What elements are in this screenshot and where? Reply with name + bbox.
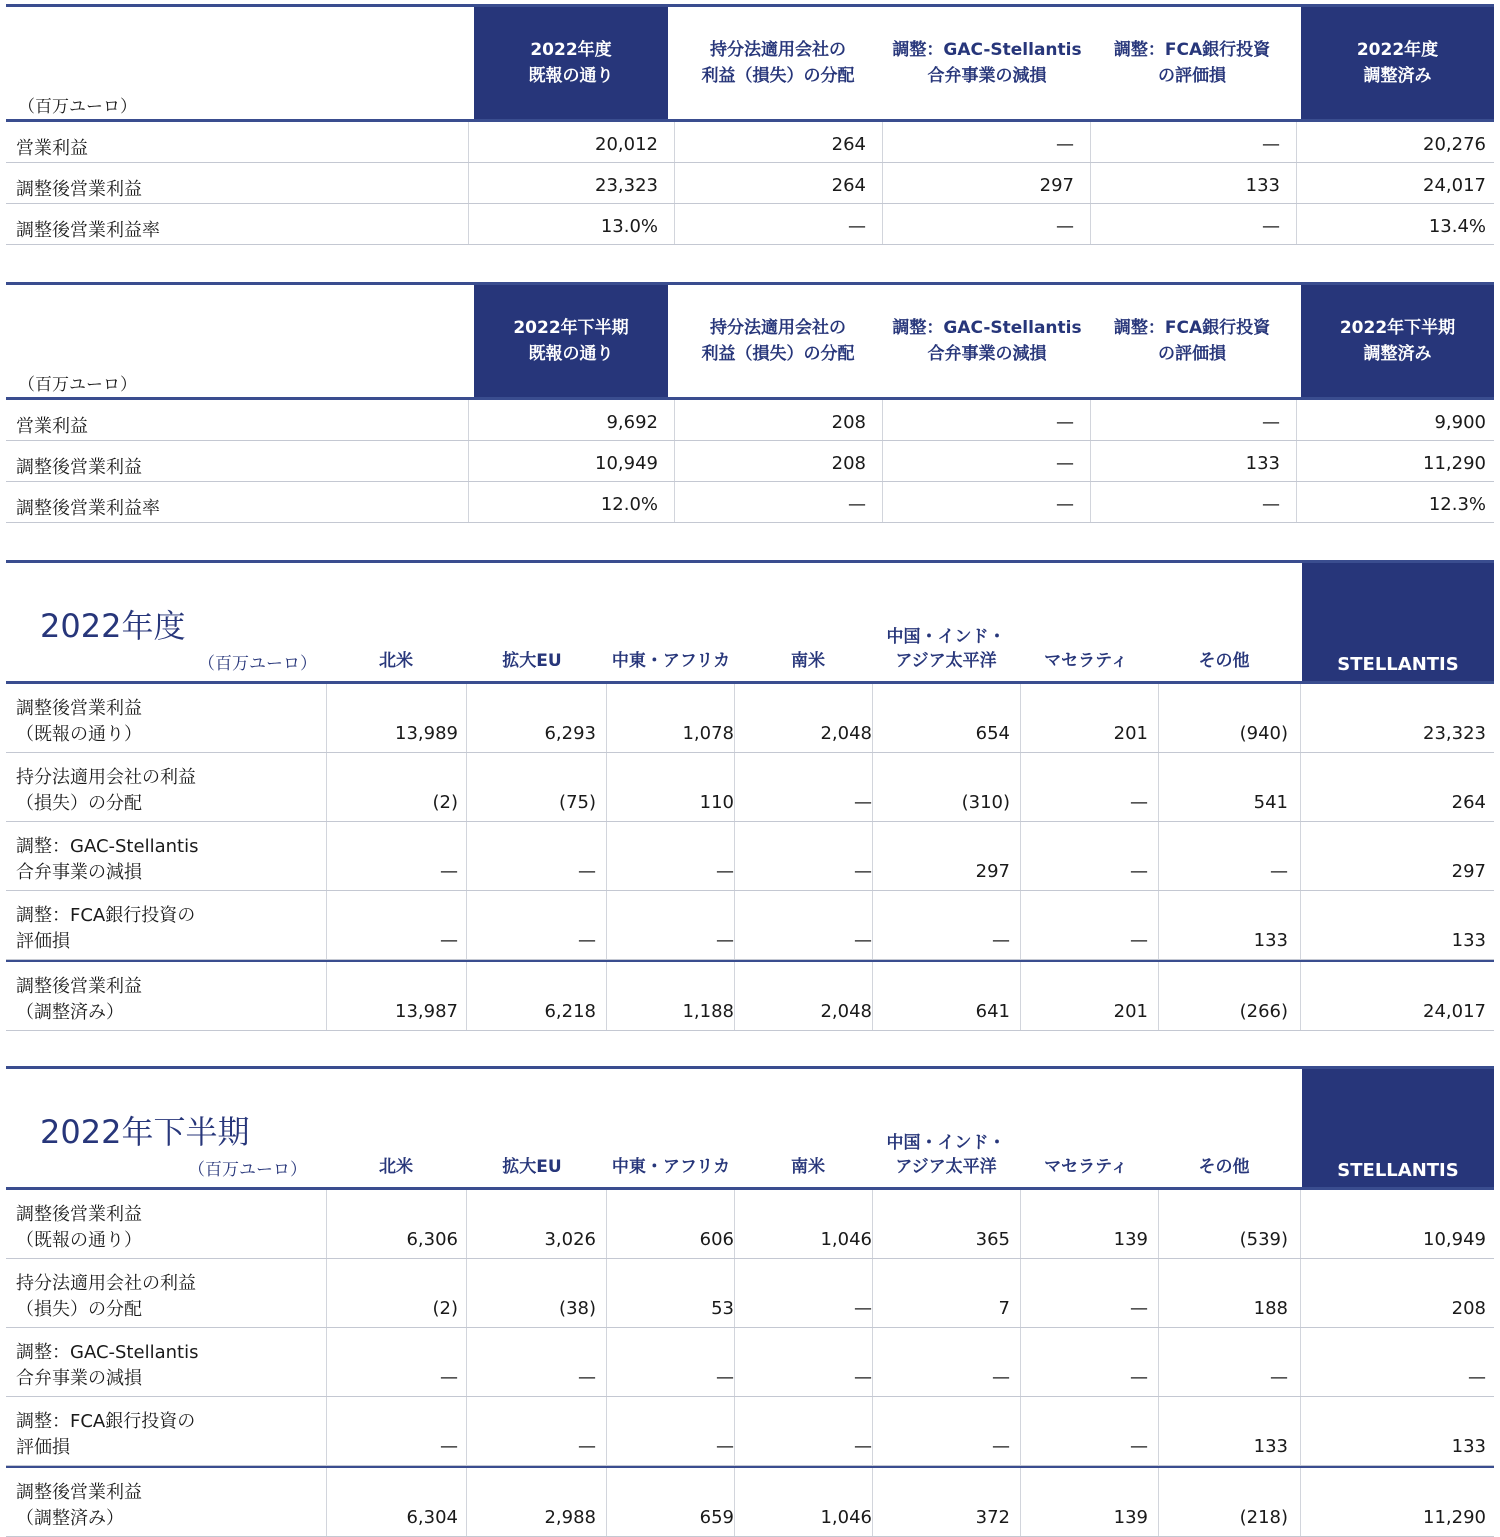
cell-value: 1,078: [682, 723, 734, 744]
column-header: マセラティ: [1044, 651, 1128, 671]
column-header: 拡大EU: [502, 651, 562, 671]
row-label: 調整後営業利益率: [16, 220, 160, 241]
cell-value: —: [848, 494, 866, 515]
column-divider: [674, 400, 675, 440]
table-row: [6, 204, 1494, 245]
column-divider: [326, 1190, 327, 1258]
column-divider: [1300, 1397, 1301, 1465]
column-divider: [1090, 204, 1091, 244]
row-label: 調整後営業利益 （既報の通り）: [16, 1204, 142, 1251]
cell-value: (310): [961, 792, 1010, 813]
recon-table-header: [6, 285, 1494, 400]
row-label: 営業利益: [16, 416, 88, 437]
table-row: [6, 684, 1494, 753]
cell-value: —: [1056, 412, 1074, 433]
column-divider: [466, 1468, 467, 1536]
cell-value: 133: [1451, 930, 1486, 951]
column-divider: [1020, 684, 1021, 752]
cell-value: 1,188: [682, 1001, 734, 1022]
column-divider: [1158, 684, 1159, 752]
segment-table-header: [6, 563, 1494, 684]
column-divider: [734, 822, 735, 890]
column-divider: [1158, 1190, 1159, 1258]
column-divider: [1020, 1328, 1021, 1396]
column-header: 2022年下半期 調整済み: [1301, 285, 1494, 397]
cell-value: 3,026: [544, 1229, 596, 1250]
cell-value: 24,017: [1423, 1001, 1486, 1022]
column-header: 南米: [791, 1157, 825, 1177]
table-row: [6, 482, 1494, 523]
table-row: [6, 891, 1494, 960]
row-label: 営業利益: [16, 138, 88, 159]
cell-value: 264: [831, 134, 866, 155]
column-divider: [882, 204, 883, 244]
column-divider: [466, 753, 467, 821]
column-divider: [1090, 482, 1091, 522]
column-header: 北米: [379, 1157, 413, 1177]
cell-value: 208: [831, 412, 866, 433]
cell-value: —: [992, 1367, 1010, 1388]
cell-value: —: [716, 930, 734, 951]
cell-value: 201: [1113, 1001, 1148, 1022]
cell-value: 133: [1451, 1436, 1486, 1457]
column-header: 調整：FCA銀行投資 の評価損: [1113, 318, 1271, 364]
column-divider: [468, 163, 469, 203]
cell-value: 208: [1451, 1298, 1486, 1319]
column-divider: [606, 962, 607, 1030]
table-row: [6, 822, 1494, 891]
column-divider: [466, 1397, 467, 1465]
recon-table-annual: [6, 4, 1494, 245]
cell-value: 11,290: [1423, 1507, 1486, 1528]
recon-table-h2: [6, 282, 1494, 523]
segment-table-h2: [6, 1066, 1494, 1537]
row-label: 調整：FCA銀行投資の 評価損: [16, 905, 196, 952]
cell-value: 372: [975, 1507, 1010, 1528]
column-divider: [1090, 122, 1091, 162]
column-divider: [872, 1468, 873, 1536]
column-divider: [872, 1328, 873, 1396]
column-divider: [1296, 163, 1297, 203]
cell-value: 2,048: [820, 723, 872, 744]
cell-value: —: [578, 930, 596, 951]
cell-value: 133: [1253, 1436, 1288, 1457]
cell-value: —: [1468, 1367, 1486, 1388]
column-divider: [606, 684, 607, 752]
cell-value: 20,012: [595, 134, 658, 155]
table-row: [6, 960, 1494, 1031]
column-divider: [882, 400, 883, 440]
cell-value: —: [716, 1367, 734, 1388]
column-divider: [1020, 1468, 1021, 1536]
cell-value: —: [1262, 134, 1280, 155]
cell-value: 7: [998, 1298, 1010, 1319]
column-header: 2022年下半期 既報の通り: [474, 285, 668, 397]
column-divider: [1296, 204, 1297, 244]
table-row: [6, 1190, 1494, 1259]
table-row: [6, 400, 1494, 441]
cell-value: 297: [1039, 175, 1074, 196]
column-divider: [674, 122, 675, 162]
column-divider: [1158, 1397, 1159, 1465]
column-header: 拡大EU: [502, 1157, 562, 1177]
column-divider: [734, 1190, 735, 1258]
column-divider: [326, 1259, 327, 1327]
table-row: [6, 1259, 1494, 1328]
column-divider: [872, 1259, 873, 1327]
column-divider: [674, 163, 675, 203]
column-divider: [734, 1468, 735, 1536]
column-header: 2022年度 調整済み: [1301, 7, 1494, 119]
column-header-total: STELLANTIS: [1302, 563, 1494, 681]
column-divider: [872, 891, 873, 959]
cell-value: 6,304: [406, 1507, 458, 1528]
column-divider: [1020, 1397, 1021, 1465]
cell-value: —: [1130, 861, 1148, 882]
cell-value: —: [854, 1367, 872, 1388]
column-header: 調整：FCA銀行投資 の評価損: [1113, 40, 1271, 86]
column-divider: [674, 204, 675, 244]
column-header: マセラティ: [1044, 1157, 1128, 1177]
column-divider: [872, 962, 873, 1030]
column-divider: [606, 1259, 607, 1327]
column-divider: [674, 441, 675, 481]
column-divider: [882, 441, 883, 481]
column-divider: [1020, 962, 1021, 1030]
column-divider: [1300, 684, 1301, 752]
column-divider: [468, 441, 469, 481]
column-header-total: STELLANTIS: [1302, 1069, 1494, 1187]
column-header: その他: [1198, 651, 1250, 671]
cell-value: 13,987: [395, 1001, 458, 1022]
column-divider: [734, 891, 735, 959]
table-title: 2022年下半期: [40, 1113, 250, 1151]
column-divider: [468, 482, 469, 522]
cell-value: 10,949: [1423, 1229, 1486, 1250]
row-label: 調整後営業利益: [16, 457, 142, 478]
cell-value: 541: [1253, 792, 1288, 813]
row-label: 調整後営業利益 （既報の通り）: [16, 698, 142, 745]
column-divider: [1158, 822, 1159, 890]
column-divider: [1020, 1259, 1021, 1327]
column-divider: [1158, 962, 1159, 1030]
cell-value: (940): [1239, 723, 1288, 744]
row-label: 調整後営業利益率: [16, 498, 160, 519]
cell-value: 297: [1451, 861, 1486, 882]
column-divider: [606, 1328, 607, 1396]
column-divider: [468, 204, 469, 244]
cell-value: 11,290: [1423, 453, 1486, 474]
column-divider: [872, 753, 873, 821]
cell-value: 13.4%: [1428, 216, 1486, 237]
segment-table-header: [6, 1069, 1494, 1190]
cell-value: (2): [432, 1298, 458, 1319]
column-header: 中東・アフリカ: [611, 1157, 731, 1177]
cell-value: 139: [1113, 1229, 1148, 1250]
cell-value: 23,323: [1423, 723, 1486, 744]
column-divider: [606, 891, 607, 959]
cell-value: —: [1262, 216, 1280, 237]
column-header: 調整：GAC-Stellantis 合弁事業の減損: [892, 318, 1082, 364]
cell-value: 659: [699, 1507, 734, 1528]
row-label: 持分法適用会社の利益 （損失）の分配: [16, 767, 196, 814]
column-divider: [326, 753, 327, 821]
column-divider: [606, 1468, 607, 1536]
column-divider: [1158, 1259, 1159, 1327]
column-divider: [1300, 753, 1301, 821]
column-divider: [1296, 482, 1297, 522]
column-divider: [466, 1190, 467, 1258]
column-divider: [1300, 822, 1301, 890]
column-divider: [326, 822, 327, 890]
cell-value: —: [854, 861, 872, 882]
column-divider: [1300, 962, 1301, 1030]
column-divider: [674, 482, 675, 522]
cell-value: —: [578, 861, 596, 882]
column-divider: [466, 891, 467, 959]
cell-value: —: [1270, 861, 1288, 882]
column-divider: [872, 822, 873, 890]
cell-value: 6,218: [544, 1001, 596, 1022]
recon-table-header: [6, 7, 1494, 122]
cell-value: 133: [1245, 175, 1280, 196]
column-divider: [466, 684, 467, 752]
column-divider: [466, 1259, 467, 1327]
column-header: その他: [1198, 1157, 1250, 1177]
cell-value: —: [1130, 792, 1148, 813]
cell-value: —: [1270, 1367, 1288, 1388]
unit-label: （百万ユーロ）: [188, 1160, 307, 1180]
column-divider: [1158, 891, 1159, 959]
column-divider: [734, 684, 735, 752]
cell-value: 10,949: [595, 453, 658, 474]
cell-value: —: [1130, 930, 1148, 951]
cell-value: —: [854, 930, 872, 951]
column-divider: [466, 962, 467, 1030]
cell-value: 9,900: [1434, 412, 1486, 433]
cell-value: —: [854, 1298, 872, 1319]
cell-value: —: [1056, 453, 1074, 474]
column-divider: [606, 753, 607, 821]
cell-value: 297: [975, 861, 1010, 882]
cell-value: 12.0%: [600, 494, 658, 515]
cell-value: (2): [432, 792, 458, 813]
column-divider: [1020, 822, 1021, 890]
row-label: 持分法適用会社の利益 （損失）の分配: [16, 1273, 196, 1320]
cell-value: 6,306: [406, 1229, 458, 1250]
cell-value: —: [854, 1436, 872, 1457]
cell-value: —: [716, 861, 734, 882]
cell-value: —: [1130, 1436, 1148, 1457]
cell-value: 24,017: [1423, 175, 1486, 196]
table-row: [6, 441, 1494, 482]
cell-value: —: [578, 1367, 596, 1388]
cell-value: —: [440, 861, 458, 882]
column-divider: [466, 822, 467, 890]
cell-value: 53: [711, 1298, 734, 1319]
row-label: 調整：GAC-Stellantis 合弁事業の減損: [16, 836, 199, 883]
column-divider: [1090, 163, 1091, 203]
cell-value: 208: [831, 453, 866, 474]
cell-value: —: [854, 792, 872, 813]
cell-value: 133: [1245, 453, 1280, 474]
column-header: 中国・インド・ アジア太平洋: [886, 627, 1006, 671]
cell-value: —: [1130, 1298, 1148, 1319]
cell-value: 641: [975, 1001, 1010, 1022]
cell-value: —: [1056, 216, 1074, 237]
table-row: [6, 1397, 1494, 1466]
column-divider: [326, 962, 327, 1030]
column-header: 中国・インド・ アジア太平洋: [886, 1133, 1006, 1177]
cell-value: —: [440, 1436, 458, 1457]
column-divider: [326, 1328, 327, 1396]
cell-value: 188: [1253, 1298, 1288, 1319]
column-divider: [1158, 753, 1159, 821]
column-divider: [882, 163, 883, 203]
column-divider: [734, 962, 735, 1030]
column-divider: [1300, 891, 1301, 959]
column-divider: [466, 1328, 467, 1396]
table-row: [6, 753, 1494, 822]
row-label: 調整後営業利益 （調整済み）: [16, 976, 142, 1023]
column-divider: [872, 684, 873, 752]
column-divider: [734, 1397, 735, 1465]
cell-value: —: [1056, 494, 1074, 515]
cell-value: —: [1262, 412, 1280, 433]
cell-value: 365: [975, 1229, 1010, 1250]
column-divider: [1090, 400, 1091, 440]
row-label: 調整：GAC-Stellantis 合弁事業の減損: [16, 1342, 199, 1389]
column-divider: [468, 122, 469, 162]
cell-value: 23,323: [595, 175, 658, 196]
cell-value: (75): [559, 792, 596, 813]
column-divider: [1020, 753, 1021, 821]
column-header: 北米: [379, 651, 413, 671]
cell-value: 201: [1113, 723, 1148, 744]
column-divider: [468, 400, 469, 440]
unit-label: （百万ユーロ）: [198, 654, 317, 674]
column-divider: [606, 1397, 607, 1465]
table-row: [6, 1328, 1494, 1397]
table-row: [6, 122, 1494, 163]
column-divider: [326, 1397, 327, 1465]
column-divider: [1296, 441, 1297, 481]
column-divider: [1300, 1259, 1301, 1327]
row-label: 調整後営業利益 （調整済み）: [16, 1482, 142, 1529]
cell-value: 264: [831, 175, 866, 196]
cell-value: —: [440, 930, 458, 951]
cell-value: 12.3%: [1428, 494, 1486, 515]
cell-value: (218): [1239, 1507, 1288, 1528]
column-divider: [734, 1259, 735, 1327]
unit-label: （百万ユーロ）: [18, 375, 137, 395]
cell-value: 1,046: [820, 1507, 872, 1528]
column-divider: [734, 1328, 735, 1396]
column-divider: [606, 822, 607, 890]
row-label: 調整後営業利益: [16, 179, 142, 200]
cell-value: —: [992, 930, 1010, 951]
cell-value: —: [578, 1436, 596, 1457]
column-divider: [1020, 1190, 1021, 1258]
cell-value: 20,276: [1423, 134, 1486, 155]
cell-value: —: [848, 216, 866, 237]
column-header: 調整：GAC-Stellantis 合弁事業の減損: [892, 40, 1082, 86]
column-divider: [326, 684, 327, 752]
column-divider: [1300, 1328, 1301, 1396]
column-divider: [326, 1468, 327, 1536]
cell-value: (539): [1239, 1229, 1288, 1250]
cell-value: 13,989: [395, 723, 458, 744]
cell-value: (38): [559, 1298, 596, 1319]
column-divider: [734, 753, 735, 821]
cell-value: 9,692: [606, 412, 658, 433]
column-divider: [882, 122, 883, 162]
segment-table-annual: [6, 560, 1494, 1031]
column-header: 2022年度 既報の通り: [474, 7, 668, 119]
cell-value: 654: [975, 723, 1010, 744]
column-divider: [1158, 1468, 1159, 1536]
column-divider: [1158, 1328, 1159, 1396]
table-title: 2022年度: [40, 607, 186, 645]
column-divider: [606, 1190, 607, 1258]
column-divider: [872, 1190, 873, 1258]
cell-value: 264: [1451, 792, 1486, 813]
cell-value: 2,048: [820, 1001, 872, 1022]
column-divider: [872, 1397, 873, 1465]
cell-value: 110: [699, 792, 734, 813]
column-divider: [1300, 1468, 1301, 1536]
column-header: 南米: [791, 651, 825, 671]
column-header: 持分法適用会社の 利益（損失）の分配: [701, 318, 855, 364]
column-divider: [326, 891, 327, 959]
column-header: 中東・アフリカ: [611, 651, 731, 671]
cell-value: (266): [1239, 1001, 1288, 1022]
cell-value: 606: [699, 1229, 734, 1250]
column-divider: [1090, 441, 1091, 481]
cell-value: —: [1130, 1367, 1148, 1388]
cell-value: 2,988: [544, 1507, 596, 1528]
unit-label: （百万ユーロ）: [18, 97, 137, 117]
cell-value: 13.0%: [600, 216, 658, 237]
column-divider: [1300, 1190, 1301, 1258]
cell-value: 133: [1253, 930, 1288, 951]
column-divider: [1296, 122, 1297, 162]
column-divider: [1020, 891, 1021, 959]
cell-value: —: [1056, 134, 1074, 155]
column-divider: [1296, 400, 1297, 440]
table-row: [6, 1466, 1494, 1537]
cell-value: —: [992, 1436, 1010, 1457]
column-header: 持分法適用会社の 利益（損失）の分配: [701, 40, 855, 86]
column-divider: [882, 482, 883, 522]
row-label: 調整：FCA銀行投資の 評価損: [16, 1411, 196, 1458]
cell-value: 139: [1113, 1507, 1148, 1528]
cell-value: —: [1262, 494, 1280, 515]
cell-value: 1,046: [820, 1229, 872, 1250]
cell-value: 6,293: [544, 723, 596, 744]
table-row: [6, 163, 1494, 204]
cell-value: —: [440, 1367, 458, 1388]
cell-value: —: [716, 1436, 734, 1457]
